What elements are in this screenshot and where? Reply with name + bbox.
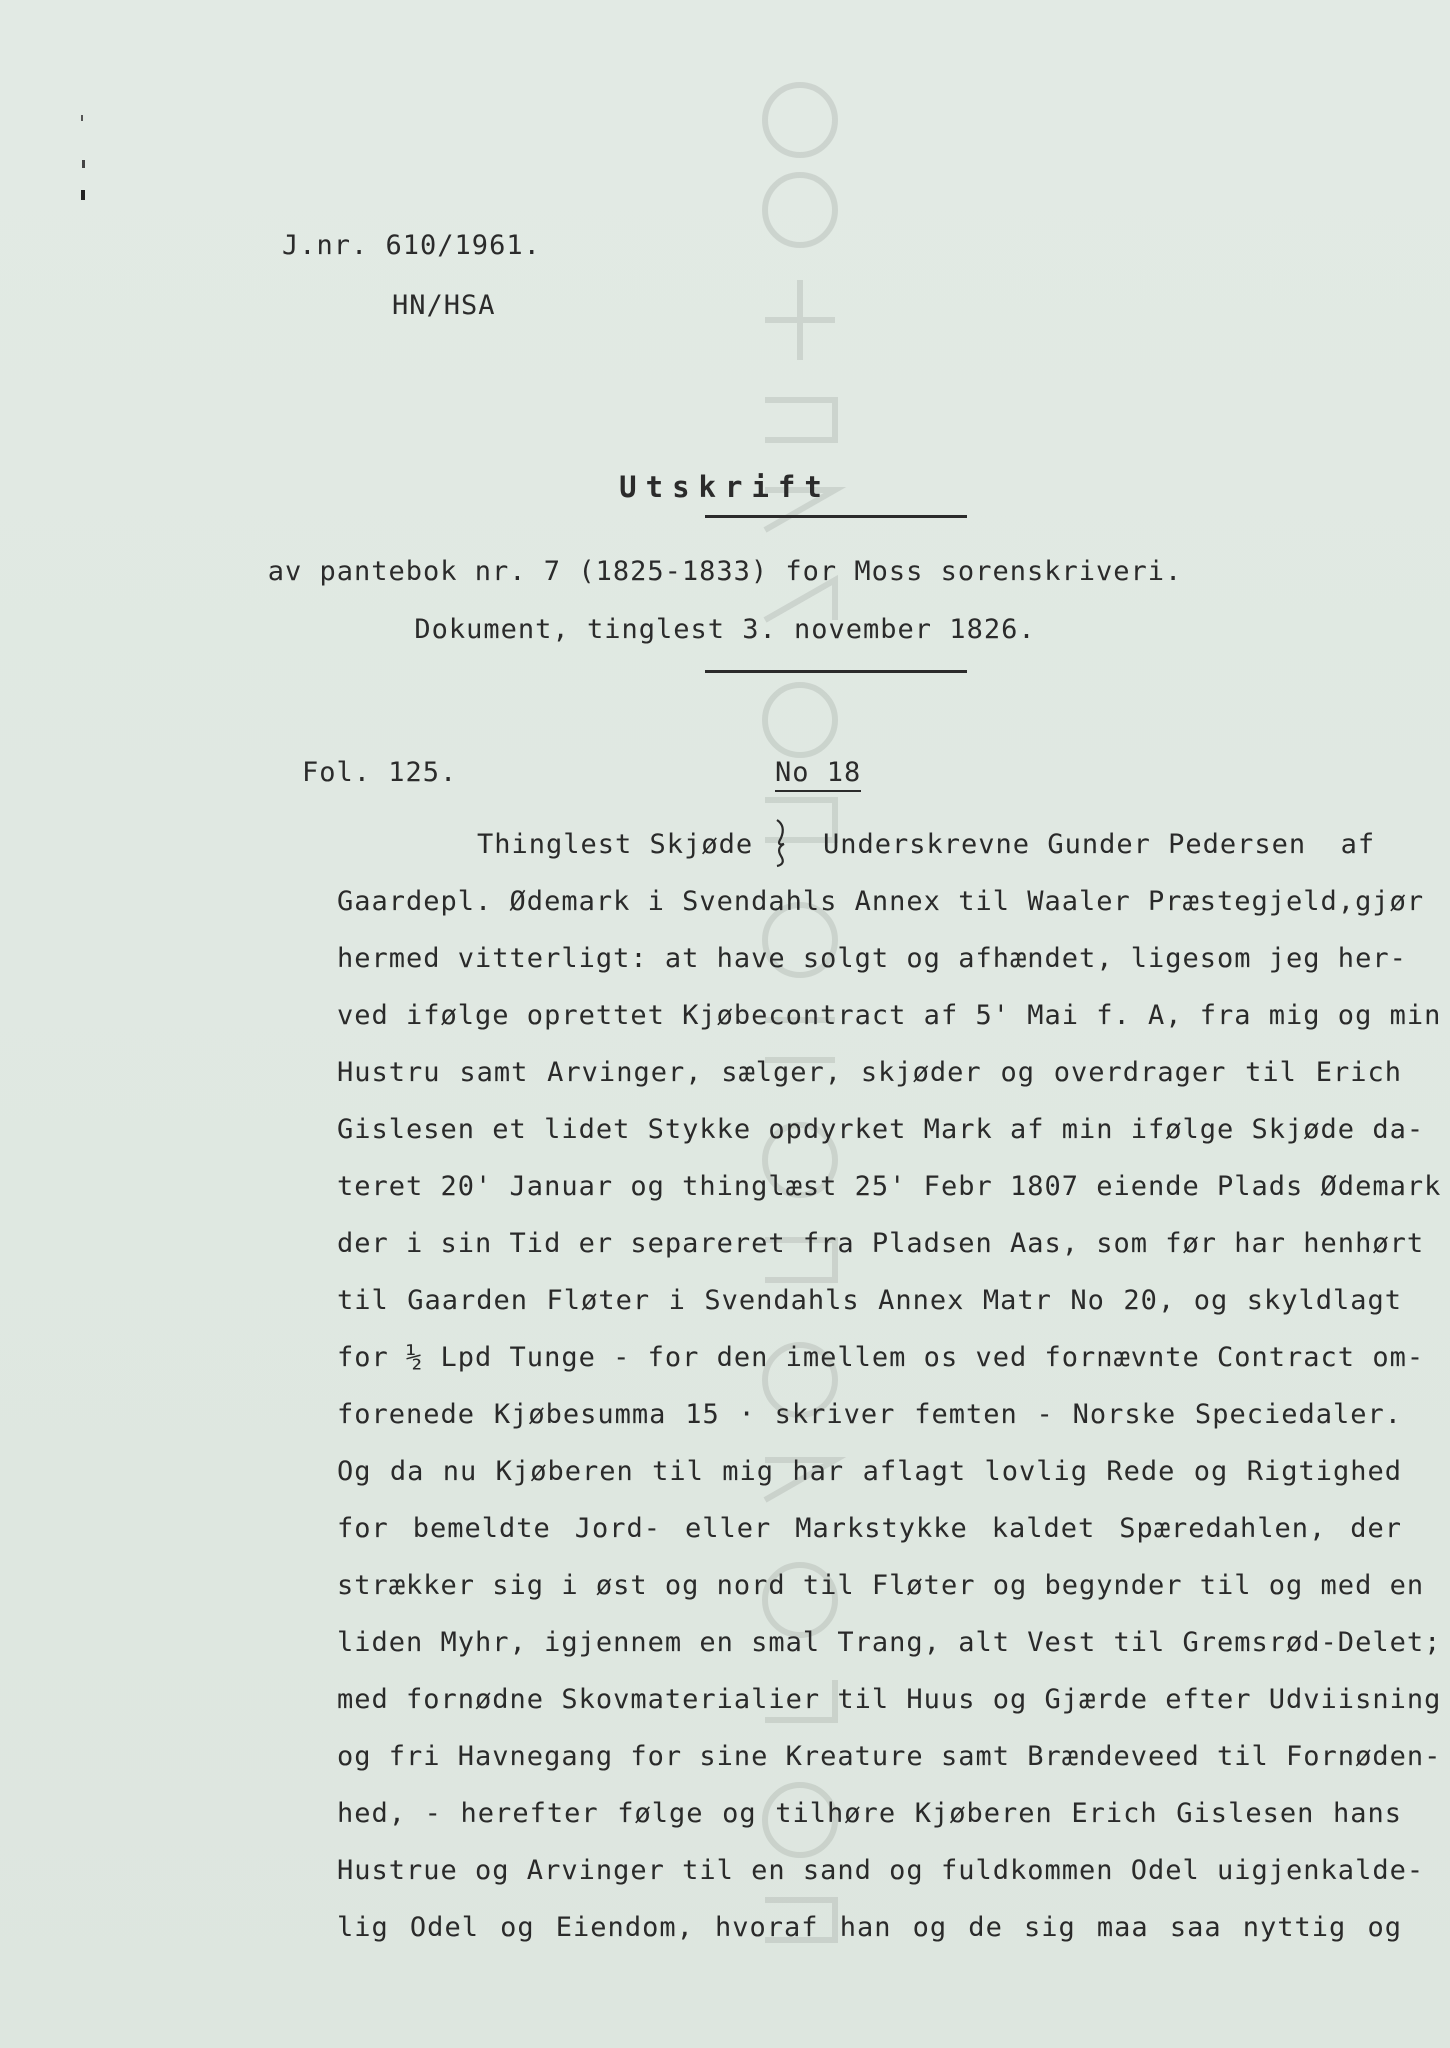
body-line: og fri Havnegang for sine Kreature samt Brændeveed til Fornøden- (337, 1741, 1442, 1772)
body-line: strækker sig i øst og nord til Fløter og begynder til og med en (337, 1570, 1425, 1601)
margin-marks (78, 115, 88, 205)
body-line: Gaardepl. Ødemark i Svendahls Annex til Waaler Præstegjeld,gjør (337, 886, 1425, 917)
entry-number: No 18 (775, 757, 861, 792)
body-line: for ½ Lpd Tunge - for den imellem os ved fornævnte Contract om- (337, 1342, 1425, 1373)
body-line: hed, - herefter følge og tilhøre Kjøberen Erich Gislesen hans (337, 1798, 1402, 1829)
subtitle-line-1: av pantebok nr. 7 (1825-1833) for Moss sorenskriveri. (267, 556, 1183, 587)
body-line: liden Myhr, igjennem en smal Trang, alt Vest til Gremsrød-Delet; (337, 1627, 1442, 1658)
body-line: med fornødne Skovmaterialier til Huus og Gjærde efter Udviisning (337, 1684, 1442, 1715)
subtitle-rule (705, 670, 967, 673)
brace-mark (772, 818, 792, 868)
body-line: ved ifølge oprettet Kjøbecontract af 5' Mai f. A, fra mig og min (337, 1000, 1442, 1031)
body-line: Og da nu Kjøberen til mig har aflagt lovlig Rede og Rigtighed (337, 1456, 1402, 1487)
body-line: Hustru samt Arvinger, sælger, skjøder og overdrager til Erich (337, 1057, 1402, 1088)
document-title: Utskrift (619, 470, 831, 504)
body-line: hermed vitterligt: at have solgt og afhændet, ligesom jeg her- (337, 943, 1407, 974)
deed-heading: Thinglest Skjøde (477, 829, 754, 860)
body-line: Gislesen et lidet Stykke opdyrket Mark af min ifølge Skjøde da- (337, 1114, 1425, 1145)
body-line: lig Odel og Eiendom, hvoraf han og de sig maa saa nyttig og (337, 1912, 1402, 1943)
body-line: der i sin Tid er separeret fra Pladsen Aas, som før har henhørt (337, 1228, 1425, 1259)
body-line: teret 20' Januar og thinglæst 25' Febr 1807 eiende Plads Ødemark (337, 1171, 1442, 1202)
body-line: forenede Kjøbesumma 15 · skriver femten - Norske Speciedaler. (337, 1399, 1402, 1430)
watermark (745, 60, 855, 2020)
journal-number: J.nr. 610/1961. (282, 230, 541, 261)
title-underline (705, 515, 967, 518)
body-line: Hustrue og Arvinger til en sand og fuldkommen Odel uigjenkalde- (337, 1855, 1425, 1886)
body-line: til Gaarden Fløter i Svendahls Annex Matr No 20, og skyldlagt (337, 1285, 1402, 1316)
folio-number: Fol. 125. (302, 757, 458, 788)
subtitle-line-2: Dokument, tinglest 3. november 1826. (414, 614, 1036, 645)
body-line-first: Underskrevne Gunder Pedersen af (823, 829, 1376, 860)
body-line: for bemeldte Jord- eller Markstykke kaldet Spæredahlen, der (337, 1513, 1402, 1544)
initials: HN/HSA (392, 290, 496, 321)
